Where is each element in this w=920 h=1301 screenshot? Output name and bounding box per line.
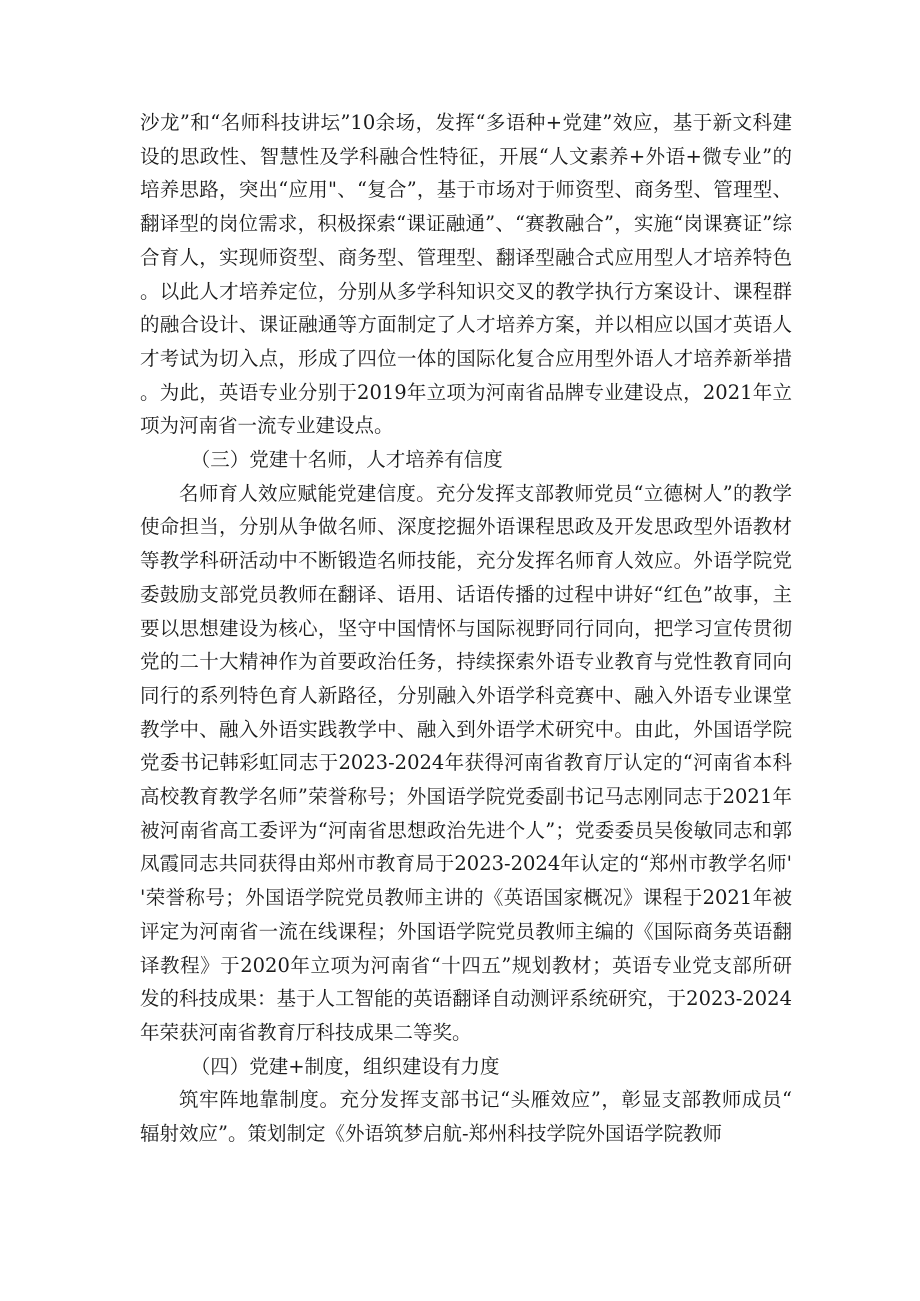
paragraph-continued: 沙龙”和“名师科技讲坛”10余场，发挥“多语种+党建”效应，基于新文科建设的思政性、智慧性及学科融合性特征，开展“人文素养+外语+微专业”的培养思路，突出“应用"、“复合”，基于市场对于师资型、商务型、管理型、翻译型的岗位需求，积极探索“课证融通”、“赛教融合”，实施“岗课赛证”综合育人，实现师资型、商务型、管理型、翻译型融合式应用型人才培养特色。以此人才培养定位，分别从多学科知识交叉的教学执行方案设计、课程群的融合设计、课证融通等方面制定了人才培养方案，并以相应以国才英语人才考试为切入点，形成了四位一体的国际化复合应用型外语人才培养新举措。为此，英语专业分别于2019年立项为河南省品牌专业建设点，2021年立项为河南省一流专业建设点。 <box>140 111 792 438</box>
document-body <box>140 106 792 1151</box>
section-heading-4: （四）党建+制度，组织建设有力度 <box>190 1054 500 1078</box>
paragraph-famous-teachers: 名师育人效应赋能党建信度。充分发挥支部教师党员“立德树人”的教学使命担当，分别从争做名师、深度挖掘外语课程思政及开发思政型外语教材等教学科研活动中不断锻造名师技能，充分发挥名师育人效应。外语学院党委鼓励支部党员教师在翻译、语用、话语传播的过程中讲好“红色”故事，主要以思想建设为核心，坚守中国情怀与国际视野同行同向，把学习宣传贯彻党的二十大精神作为首要政治任务，持续探索外语专业教育与党性教育同向同行的系列特色育人新路径，分别融入外语学科竞赛中、融入外语专业课堂教学中、融入外语实践教学中、融入到外语学术研究中。由此，外国语学院党委书记韩彩虹同志于2023-2024年获得河南省教育厅认定的“河南省本科高校教育教学名师”荣誉称号；外国语学院党委副书记马志刚同志于2021年被河南省高工委评为“河南省思想政治先进个人”；党委委员吴俊敏同志和郭凤霞同志共同获得由郑州市教育局于2023-2024年认定的“郑州市教学名师''荣誉称号；外国语学院党员教师主讲的《英语国家概况》课程于2021年被评定为河南省一流在线课程；外国语学院党员教师主编的《国际商务英语翻译教程》于2020年立项为河南省“十四五”规划教材；英语专业党支部所研发的科技成果：基于人工智能的英语翻译自动测评系统研究，于2023-2024年荣获河南省教育厅科技成果二等奖。 <box>140 481 792 1044</box>
paragraph-system-building: 筑牢阵地靠制度。充分发挥支部书记“头雁效应”，彰显支部教师成员“辐射效应”。策划制定《外语筑梦启航-郑州科技学院外国语学院教师 <box>140 1088 792 1146</box>
section-heading-3: （三）党建十名师，人才培养有信度 <box>190 448 503 472</box>
